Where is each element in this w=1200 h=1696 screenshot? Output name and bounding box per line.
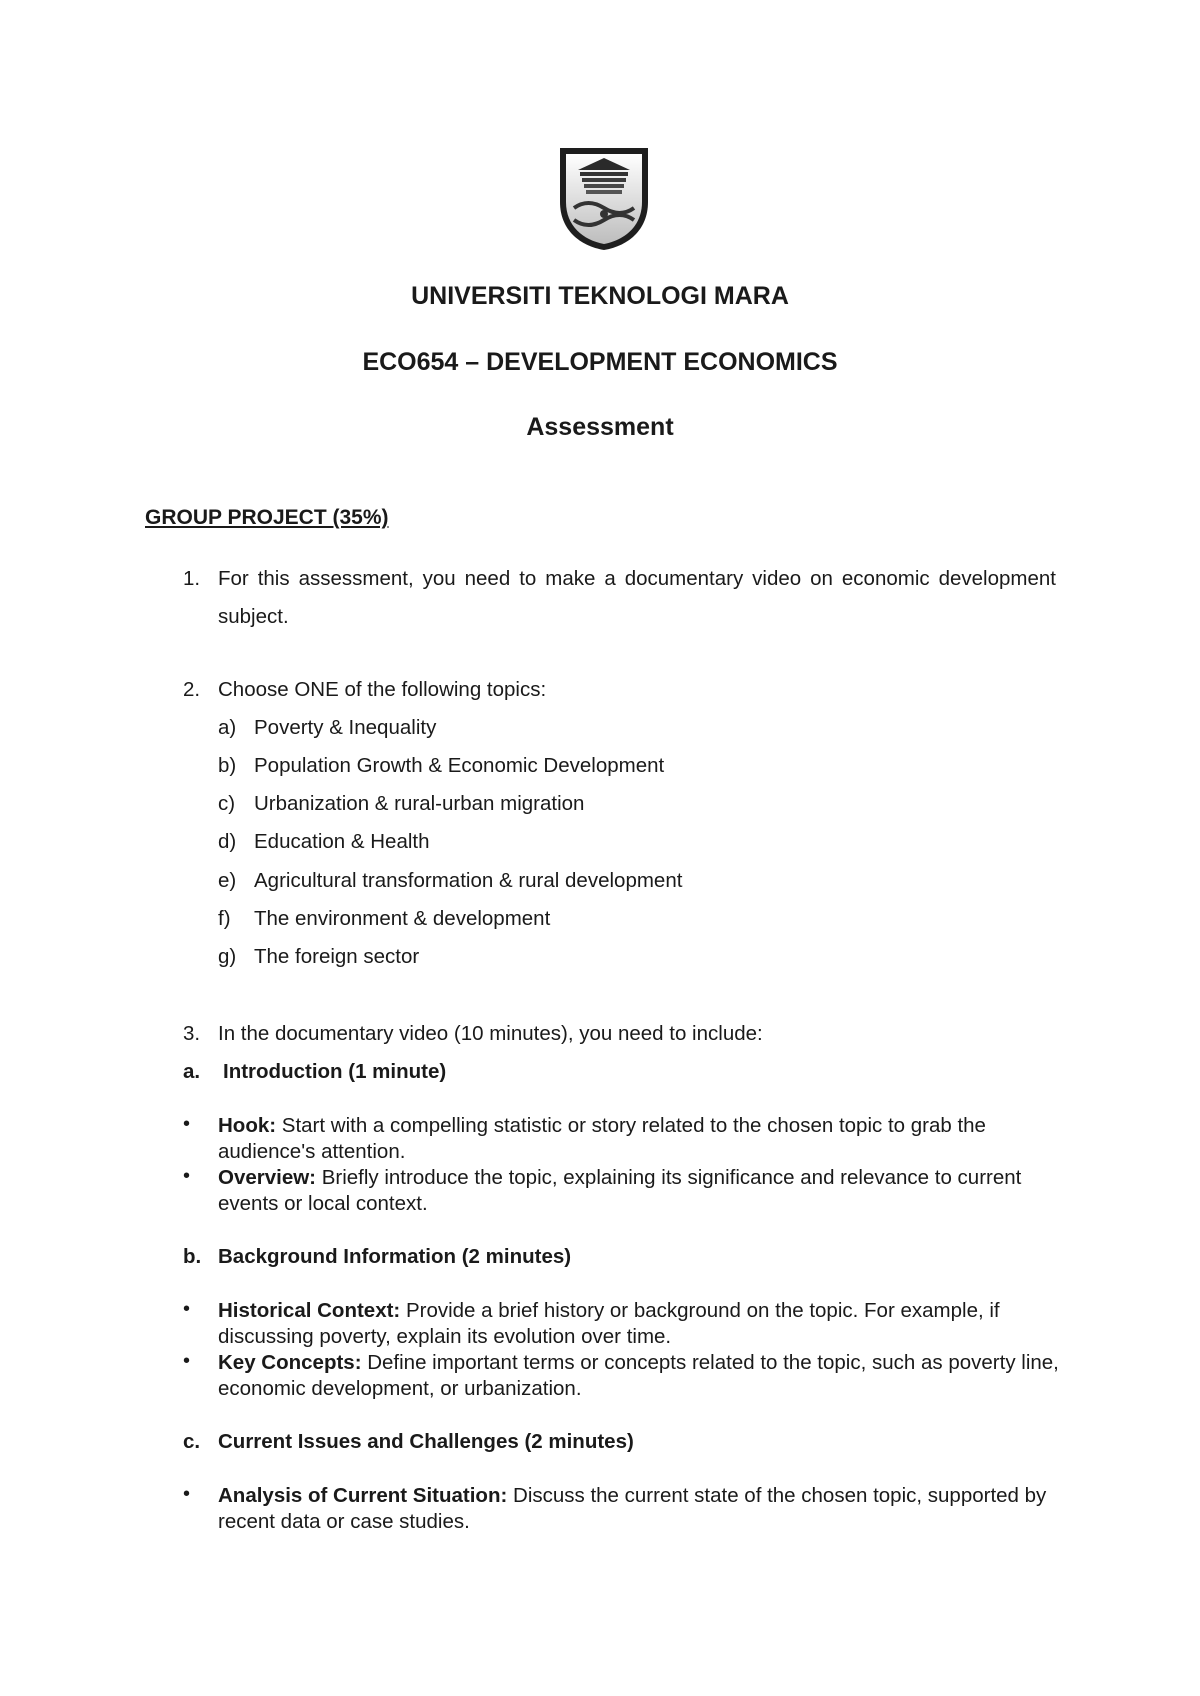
bullet-term: Key Concepts: (218, 1351, 362, 1374)
subsection-label: b. (183, 1245, 202, 1268)
item-text: In the documentary video (10 minutes), you need to include: (218, 1022, 763, 1045)
topic-text: Education & Health (254, 830, 430, 853)
item-number: 3. (183, 1022, 201, 1045)
bullet-text: Discuss the current state of the chosen topic, supported by recent data or case studies. (218, 1484, 1047, 1533)
bullet-text: Briefly introduce the topic, explaining its significance and relevance to current events or local context. (218, 1166, 1022, 1215)
topic-label: b) (218, 754, 237, 777)
bullet-icon: • (183, 1298, 191, 1320)
bullet-icon: • (183, 1165, 191, 1187)
subsection-title: Introduction (1 minute) (223, 1060, 447, 1083)
topic-label: g) (218, 945, 237, 968)
bullet-text: Start with a compelling statistic or story related to the chosen topic to grab the audience's attention. (218, 1114, 986, 1163)
subsection-title: Background Information (2 minutes) (218, 1245, 572, 1268)
item-text: For this assessment, you need to make a documentary video on economic development subject. (218, 567, 1056, 628)
course-title: ECO654 – DEVELOPMENT ECONOMICS (362, 348, 838, 376)
topic-label: e) (218, 869, 237, 892)
item-number: 1. (183, 567, 201, 590)
bullet-term: Overview: (218, 1166, 316, 1189)
bullet-item (218, 1350, 1068, 1402)
item-number: 2. (183, 678, 201, 701)
topic-label: f) (218, 907, 231, 930)
bullet-term: Historical Context: (218, 1299, 401, 1322)
bullet-icon: • (183, 1483, 191, 1505)
topic-text: The environment & development (254, 907, 551, 930)
bullet-term: Hook: (218, 1114, 277, 1137)
bullet-icon: • (183, 1113, 191, 1135)
section-heading: GROUP PROJECT (35%) (145, 506, 389, 529)
university-logo (558, 146, 650, 252)
subsection-label: c. (183, 1430, 201, 1453)
topic-label: c) (218, 792, 236, 815)
university-name: UNIVERSITI TEKNOLOGI MARA (411, 282, 789, 310)
bullet-text: Define important terms or concepts related to the topic, such as poverty line, economic development, or urbanization. (218, 1351, 1059, 1400)
topic-text: Agricultural transformation & rural development (254, 869, 683, 892)
topic-label: a) (218, 716, 237, 739)
item-text: Choose ONE of the following topics: (218, 678, 547, 701)
bullet-item (218, 1483, 1068, 1535)
subsection-title: Current Issues and Challenges (2 minutes) (218, 1430, 634, 1453)
bullet-term: Analysis of Current Situation: (218, 1484, 508, 1507)
topic-label: d) (218, 830, 237, 853)
bullet-item (218, 1298, 1068, 1350)
bullet-icon: • (183, 1350, 191, 1372)
topic-text: Population Growth & Economic Development (254, 754, 665, 777)
subsection-label: a. (183, 1060, 201, 1083)
bullet-item (218, 1165, 1068, 1217)
bullet-text: Provide a brief history or background on the topic. For example, if discussing poverty, explain its evolution over time. (218, 1299, 1000, 1348)
topic-text: The foreign sector (254, 945, 420, 968)
topic-text: Poverty & Inequality (254, 716, 437, 739)
page-title: Assessment (526, 413, 674, 441)
topic-text: Urbanization & rural-urban migration (254, 792, 585, 815)
bullet-item (218, 1113, 1068, 1165)
